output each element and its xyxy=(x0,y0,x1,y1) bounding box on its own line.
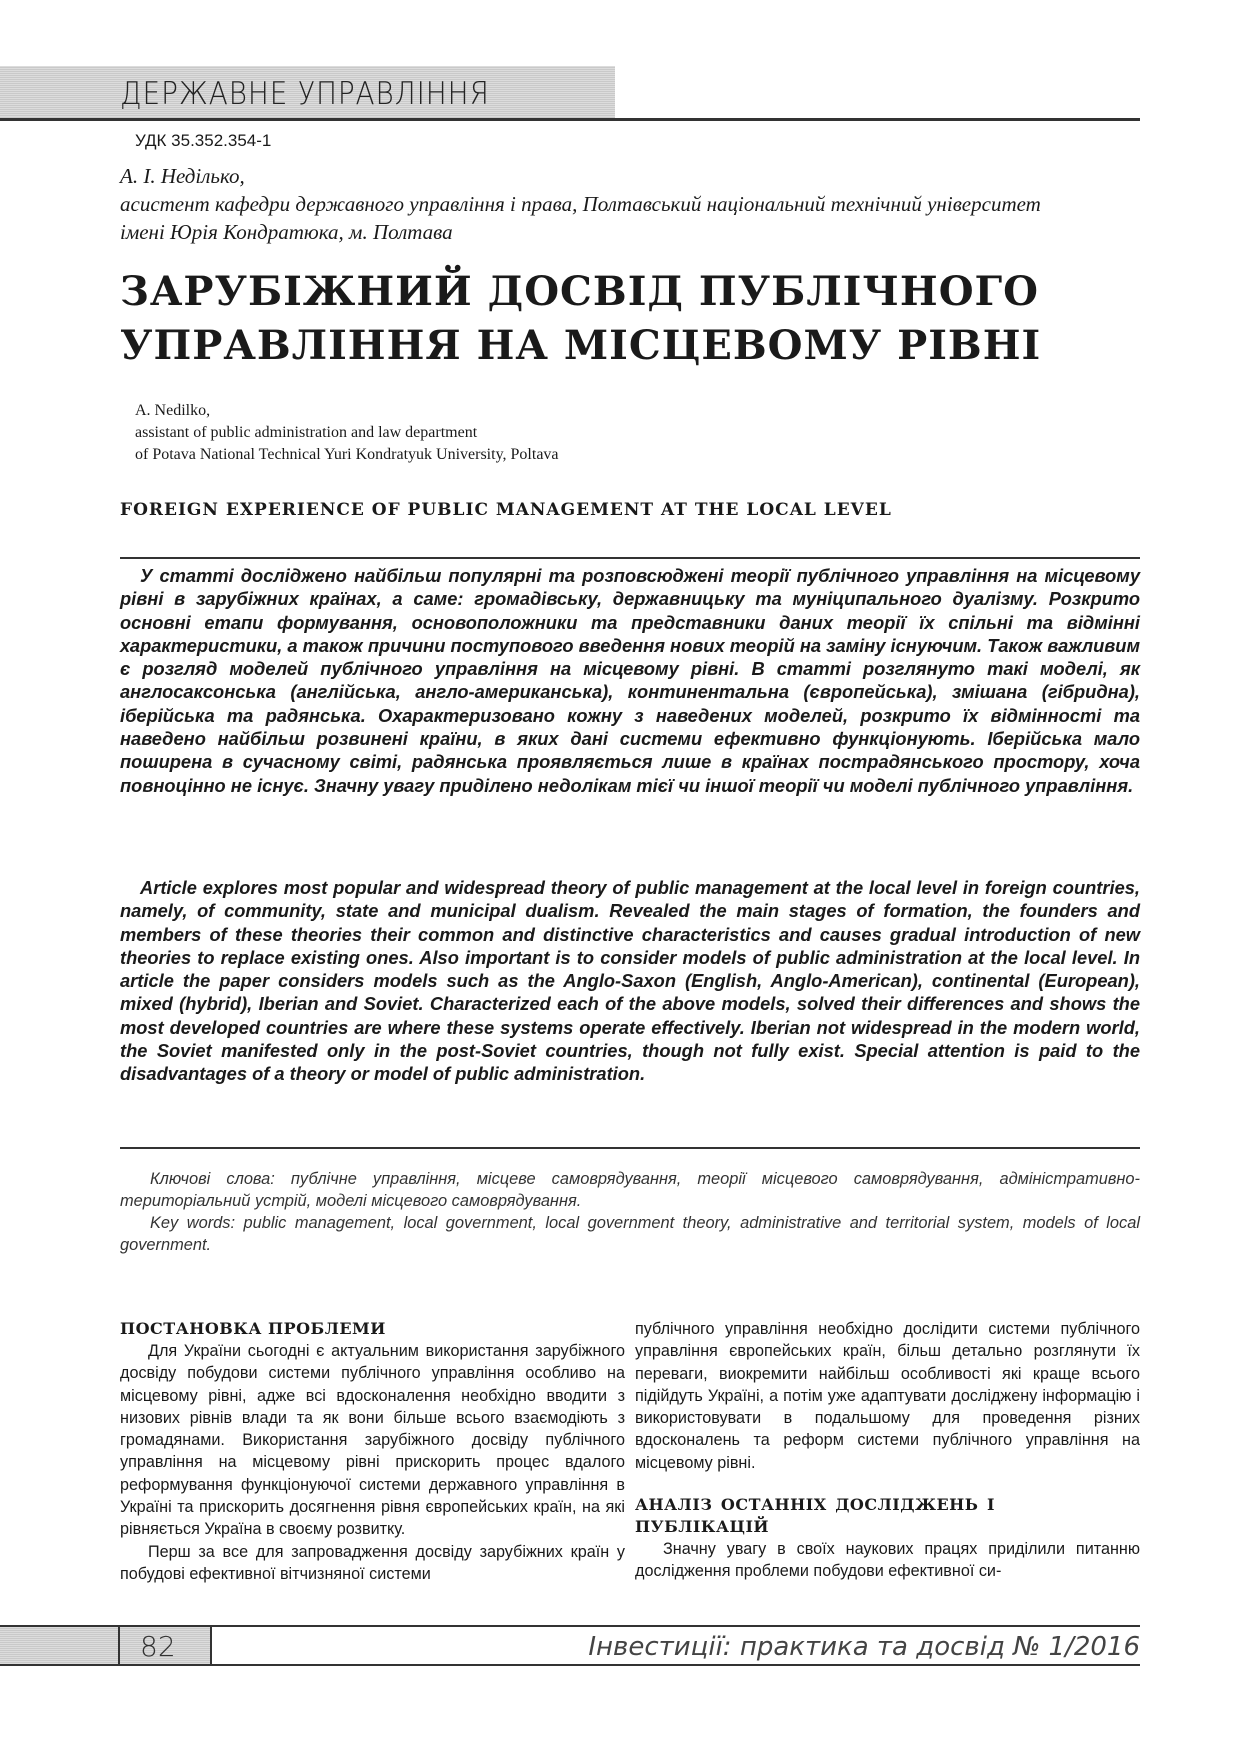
paragraph: Перш за все для запровадження досвіду зарубіжних країн у побудові ефективної вітчизняної системи xyxy=(120,1542,625,1583)
section-heading: ПОСТАНОВКА ПРОБЛЕМИ xyxy=(120,1319,386,1338)
udk-code: УДК 35.352.354-1 xyxy=(135,131,272,150)
footer-rule-bottom xyxy=(0,1664,1140,1666)
body-column-right xyxy=(635,1318,1140,1583)
footer-divider xyxy=(118,1625,120,1666)
paragraph: публічного управління необхідно дослідити системи публічного управління європейських країн, більш детально розглянути їх переваги, виокремити найбільш особливості які краще всього підійдуть Україні, а потім уже адаптувати досліджену інформацію і використовувати в подальшому для проведення різних вдосконалень та реформ системи публічного управління на місцевому рівні. xyxy=(635,1320,1140,1472)
journal-name: Інвестиції: практика та досвід № 1/2016 xyxy=(588,1632,1140,1662)
author-en-affiliation: of Potava National Technical Yuri Kondratyuk University, Poltava xyxy=(135,446,559,463)
author-name: А. І. Неділько, xyxy=(120,164,245,188)
keywords-en: Key words: public management, local government, local government theory, administrative and territorial system, models of local government. xyxy=(120,1214,1140,1254)
body-column-left xyxy=(120,1318,625,1585)
title-line: ЗАРУБІЖНИЙ ДОСВІД ПУБЛІЧНОГО xyxy=(120,268,1040,315)
title-line: УПРАВЛІННЯ НА МІСЦЕВОМУ РІВНІ xyxy=(120,322,1042,369)
section-title: ДЕРЖАВНЕ УПРАВЛІННЯ xyxy=(120,76,490,112)
paragraph: Значну увагу в своїх наукових працях приділили питанню дослідження проблеми побудови ефективної си- xyxy=(635,1540,1140,1581)
abstract-en: Article explores most popular and widespread theory of public management at the local level in foreign countries, namely, of community, state and municipal dualism. Revealed the main stages of formation, the founders and members of these theories their common and distinctive characteristics and causes gradual introduction of new theories to replace existing ones. Also important is to consider models of public administration at the local level. In article the paper considers models such as the Anglo-Saxon (English, Anglo-American), continental (European), mixed (hybrid), Iberian and Soviet. Characterized each of the above models, solved their differences and shows the most developed countries are where these systems operate effectively. Iberian not widespread in the modern world, the Soviet manifested only in the post-Soviet countries, though not fully exist. Special attention is paid to the disadvantages of a theory or model of public administration. xyxy=(120,877,1140,1085)
paragraph: Для України сьогодні є актуальним використання зарубіжного досвіду побудови системи публічного управління особливо на місцевому рівні, адже всі вдосконалення необхідно вводити з низових рівнів влади та як вони більше всього взаємодіють з громадянами. Використання зарубіжного досвіду публічного управління на місцевому рівні прискорить процес вдалого реформування функціонуючої системи державного управління в Україні та прискорить досягнення рівня європейських країн, на які рівняється Україна в своєму розвитку. xyxy=(120,1342,625,1539)
author-ua xyxy=(120,162,1080,246)
footer-divider xyxy=(210,1625,212,1666)
abstract-ua: У статті досліджено найбільш популярні та розповсюджені теорії публічного управління на місцевому рівні в зарубіжних країнах, а саме: громадівську, державницьку та муніципального дуалізму. Розкрито основні етапи формування, основоположники та представники даних теорії їх спільні та відмінні характеристики, а також причини поступового введення нових теорій на заміну існуючим. Також важливим є розгляд моделей публічного управління на місцевому рівні. В статті розглянуто такі моделі, як англосаксонська (англійська, англо-американська), континентальна (європейська), змішана (гібридна), іберійська та радянська. Охарактеризовано кожну з наведених моделей, розкрито їх відмінності та наведено найбільш розвинені країни, в яких дані системи ефективно функціонують. Іберійська мало поширена в сучасному світі, радянська проявляється лише в країнах пострадянського простору, хоча повноцінно не існує. Значну увагу приділено недолікам тієї чи іншої теорії чи моделі публічного управління. xyxy=(120,565,1140,796)
keywords-ua: Ключові слова: публічне управління, місцеве самоврядування, теорії місцевого самоврядування, адміністративно-територіальний устрій, моделі місцевого самоврядування. xyxy=(120,1170,1140,1210)
author-affiliation: асистент кафедри державного управління і права, Полтавський національний технічний університет імені Юрія Кондратюка, м. Полтава xyxy=(120,192,1041,244)
header-rule xyxy=(0,118,1140,121)
section-heading: АНАЛІЗ ОСТАННІХ ДОСЛІДЖЕНЬ І ПУБЛІКАЦІЙ xyxy=(635,1495,995,1537)
page-number: 82 xyxy=(140,1630,176,1663)
abstract-top-rule xyxy=(120,557,1140,559)
footer-band xyxy=(0,1625,210,1665)
article-title-ua xyxy=(120,265,1041,373)
author-en-affiliation: assistant of public administration and law department xyxy=(135,424,478,441)
article-title-en: FOREIGN EXPERIENCE OF PUBLIC MANAGEMENT AT THE LOCAL LEVEL xyxy=(120,500,892,520)
footer-rule-top xyxy=(0,1625,1140,1627)
abstract-bottom-rule xyxy=(120,1147,1140,1149)
author-en-name: A. Nedilko, xyxy=(135,402,211,419)
author-en xyxy=(135,400,559,466)
